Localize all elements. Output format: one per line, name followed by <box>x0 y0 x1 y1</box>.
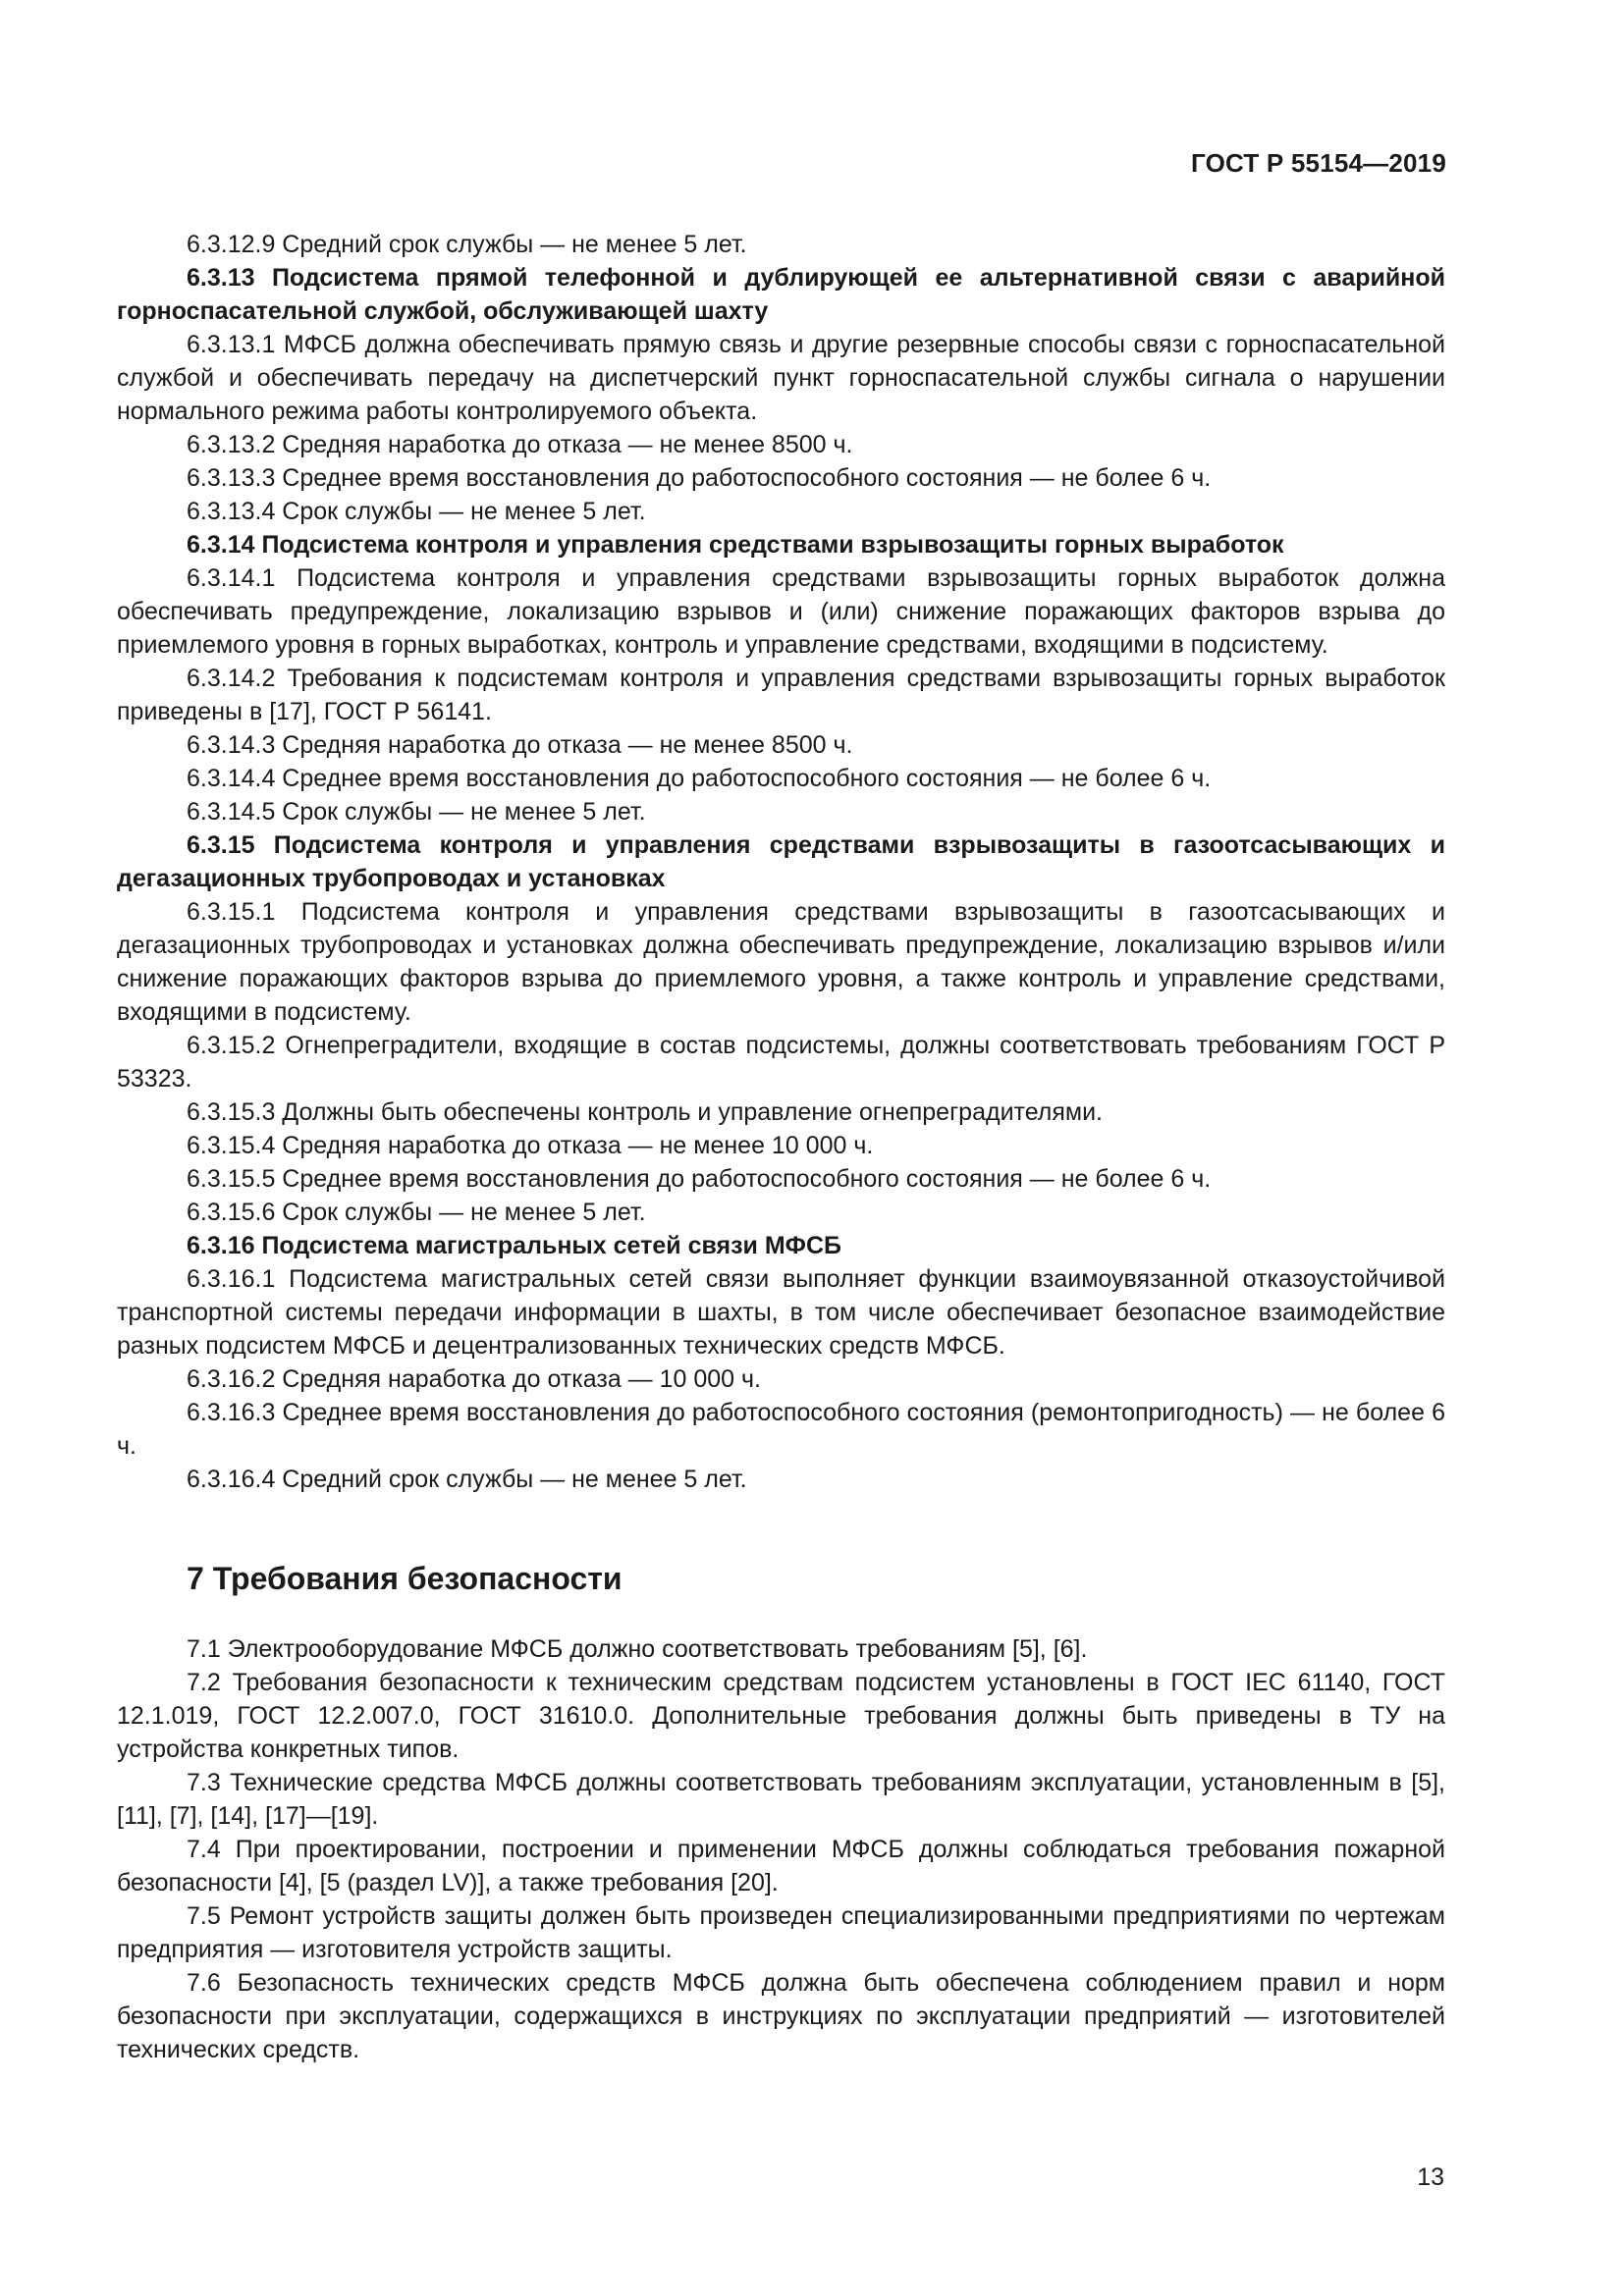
subsection-heading: 6.3.13 Подсистема прямой телефонной и дублирующей ее альтернативной связи с аварийной горноспасательной службой, обслуживающей шахту <box>117 264 1445 325</box>
paragraph: 6.3.14.3 Средняя наработка до отказа — не менее 8500 ч. <box>187 731 853 759</box>
section-7-body <box>117 1632 1445 2066</box>
paragraph: 6.3.16.4 Средний срок службы — не менее 5 лет. <box>187 1466 747 1493</box>
subsection-heading: 6.3.15 Подсистема контроля и управления средствами взрывозащиты в газоотсасывающих и дегазационных трубопроводах и установках <box>117 831 1445 892</box>
paragraph: 6.3.15.6 Срок службы — не менее 5 лет. <box>187 1199 646 1226</box>
subsection-heading: 6.3.14 Подсистема контроля и управления средствами взрывозащиты горных выработок <box>187 531 1284 559</box>
paragraph: 6.3.12.9 Средний срок службы — не менее 5 лет. <box>187 231 747 258</box>
paragraph: 7.5 Ремонт устройств защиты должен быть произведен специализированными предприятиями по чертежам предприятия — изготовителя устройств защиты. <box>117 1902 1445 1963</box>
paragraph: 6.3.13.2 Средняя наработка до отказа — не менее 8500 ч. <box>187 431 853 458</box>
paragraph: 6.3.15.4 Средняя наработка до отказа — не менее 10 000 ч. <box>187 1132 874 1159</box>
paragraph: 6.3.14.4 Среднее время восстановления до работоспособного состояния — не более 6 ч. <box>187 765 1212 792</box>
paragraph: 7.1 Электрооборудование МФСБ должно соответствовать требованиям [5], [6]. <box>187 1635 1088 1663</box>
paragraph: 6.3.13.1 МФСБ должна обеспечивать прямую связь и другие резервные способы связи с горноспасательной службой и обеспечивать передачу на диспетчерский пункт горноспасательной службы сигнала о нарушении нормального режима работы контролируемого объекта. <box>117 331 1445 425</box>
subsection-heading: 6.3.16 Подсистема магистральных сетей связи МФСБ <box>187 1232 842 1259</box>
paragraph: 6.3.16.1 Подсистема магистральных сетей связи выполняет функции взаимоувязанной отказоустойчивой транспортной системы передачи информации в шахты, в том числе обеспечивает безопасное взаимодействие разных подсистем МФСБ и децентрализованных технических средств МФСБ. <box>117 1265 1445 1360</box>
paragraph: 7.3 Технические средства МФСБ должны соответствовать требованиям эксплуатации, установленным в [5], [11], [7], [14], [17]—[19]. <box>117 1769 1445 1830</box>
paragraph: 6.3.16.2 Средняя наработка до отказа — 10 000 ч. <box>187 1365 761 1393</box>
paragraph: 6.3.13.3 Среднее время восстановления до работоспособного состояния — не более 6 ч. <box>187 464 1212 492</box>
paragraph: 6.3.15.3 Должны быть обеспечены контроль и управление огнепреградителями. <box>187 1098 1104 1126</box>
paragraph: 6.3.14.2 Требования к подсистемам контроля и управления средствами взрывозащиты горных выработок приведены в [17], ГОСТ Р 56141. <box>117 665 1445 725</box>
paragraph: 6.3.15.1 Подсистема контроля и управления средствами взрывозащиты в газоотсасывающих и дегазационных трубопроводах и установках должна обеспечивать предупреждение, локализацию взрывов и/или снижение поражающих факторов взрыва до приемлемого уровня, а также контроль и управление средствами, входящими в подсистему. <box>117 898 1445 1026</box>
page-number: 13 <box>1417 2163 1444 2191</box>
section-6-body <box>117 228 1445 1496</box>
paragraph: 6.3.14.1 Подсистема контроля и управления средствами взрывозащиты горных выработок должна обеспечивать предупреждение, локализацию взрывов и (или) снижение поражающих факторов взрыва до приемлемого уровня в горных выработках, контроль и управление средствами, входящими в подсистему. <box>117 564 1445 659</box>
document-header: ГОСТ Р 55154—2019 <box>1191 148 1446 178</box>
paragraph: 6.3.15.5 Среднее время восстановления до работоспособного состояния — не более 6 ч. <box>187 1165 1212 1193</box>
paragraph: 7.2 Требования безопасности к техническим средствам подсистем установлены в ГОСТ IEC 61140, ГОСТ 12.1.019, ГОСТ 12.2.007.0, ГОСТ 31610.0. Дополнительные требования должны быть приведены в ТУ на устройства конкретных типов. <box>117 1669 1445 1763</box>
paragraph: 7.4 При проектировании, построении и применении МФСБ должны соблюдаться требования пожарной безопасности [4], [5 (раздел LV)], а также требования [20]. <box>117 1836 1445 1896</box>
paragraph: 6.3.16.3 Среднее время восстановления до работоспособного состояния (ремонтопригодность) — не более 6 ч. <box>117 1399 1445 1460</box>
paragraph: 6.3.15.2 Огнепреградители, входящие в состав подсистемы, должны соответствовать требованиям ГОСТ Р 53323. <box>117 1032 1445 1093</box>
paragraph: 7.6 Безопасность технических средств МФСБ должна быть обеспечена соблюдением правил и норм безопасности при эксплуатации, содержащихся в инструкциях по эксплуатации предприятий — изготовителей технических средств. <box>117 1969 1445 2063</box>
section-7-title: 7 Требования безопасности <box>187 1561 623 1596</box>
paragraph: 6.3.13.4 Срок службы — не менее 5 лет. <box>187 498 646 525</box>
paragraph: 6.3.14.5 Срок службы — не менее 5 лет. <box>187 798 646 826</box>
